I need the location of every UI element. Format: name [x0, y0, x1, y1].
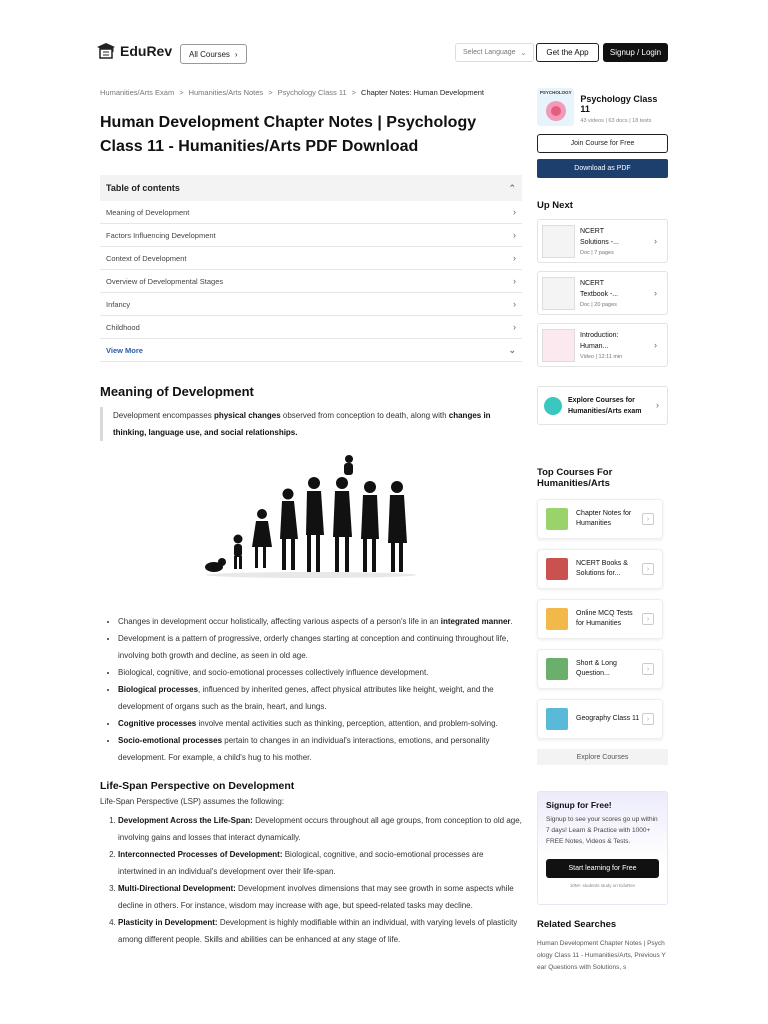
related-searches [537, 919, 668, 974]
arrow-right-icon: › [642, 613, 654, 625]
main-content [100, 88, 522, 948]
up-next-item[interactable]: NCERT Solutions -... Doc | 7 pages › [537, 219, 668, 263]
chevron-down-icon: ⌄ [508, 344, 516, 355]
course-thumbnail [546, 608, 568, 630]
all-courses-button[interactable] [180, 44, 247, 64]
quote-bold: changes in thinking, language use, and social relationships. [113, 411, 491, 437]
related-searches-text[interactable]: Human Development Chapter Notes | Psychology Class 11 - Humanities/Arts, Previous Year Questions with Solutions, s [537, 940, 666, 971]
toc-item[interactable] [100, 201, 522, 224]
chevron-right-icon: › [513, 322, 516, 332]
toc-item[interactable] [100, 224, 522, 247]
chevron-right-icon: › [654, 288, 657, 298]
course-title: NCERT Books & Solutions for... [576, 560, 628, 577]
course-meta: 43 videos | 63 docs | 18 tests [580, 118, 652, 124]
lsp-assumptions-list [100, 812, 522, 948]
view-more-label: View More [106, 345, 143, 355]
explore-courses-card[interactable]: Explore Courses for Humanities/Arts exam › [537, 386, 668, 425]
logo-text: EduRev [120, 43, 173, 59]
thumbnail-label: PSYCHOLOGY [539, 90, 572, 95]
development-stages-illustration [200, 455, 422, 605]
toc-item[interactable] [100, 247, 522, 270]
chevron-right-icon: › [513, 276, 516, 286]
list-item: • Biological processes, influenced by inherited genes, affect physical attributes like height, weight, and the development of organs such as the brain, heart, and lungs. [118, 681, 522, 715]
all-courses-label: All Courses [189, 49, 230, 59]
top-courses-title: Top Courses For Humanities/Arts [537, 467, 613, 489]
header [0, 0, 768, 100]
development-bullets [100, 613, 522, 766]
chevron-right-icon: › [654, 236, 657, 246]
breadcrumb [100, 88, 522, 97]
arrow-right-icon: › [642, 513, 654, 525]
logo[interactable] [96, 42, 172, 60]
breadcrumb-current: Chapter Notes: Human Development [361, 88, 485, 97]
list-item: • Changes in development occur holistically, affecting various aspects of a person's life in an integrated manner. [118, 613, 522, 630]
quote-text: Development encompasses [113, 411, 214, 420]
list-item: • Biological, cognitive, and socio-emotional processes collectively influence development. [118, 664, 522, 681]
graduation-cap-icon [96, 42, 116, 60]
download-pdf-button[interactable]: Download as PDF [537, 159, 668, 178]
toc-item-label: Factors Influencing Development [106, 230, 216, 240]
signup-login-button[interactable]: Signup / Login [603, 43, 668, 62]
document-thumbnail [542, 225, 575, 258]
signup-stat: 10M+ students study on EduRev [569, 883, 636, 888]
explore-courses-link[interactable]: Explore Courses [537, 749, 668, 765]
list-item: 3. Multi-Directional Development: Development involves dimensions that may see growth in some aspects while decline in others. For instance, wisdom may increase with age, but speed-related tasks may decline. [118, 880, 522, 914]
toc-item-label: Infancy [106, 299, 131, 309]
top-course-item[interactable] [537, 599, 663, 639]
chevron-right-icon: › [513, 230, 516, 240]
course-title: Online MCQ Tests for Humanities [576, 610, 633, 627]
select-language-dropdown[interactable] [455, 43, 534, 62]
toc-view-more[interactable] [100, 339, 522, 362]
top-courses-section [537, 467, 668, 765]
list-item: 4. Plasticity in Development: Development is highly modifiable within an individual, with varying levels of plasticity among different people. Skills and abilities can be enhanced at any stage of life. [118, 914, 522, 948]
chevron-right-icon: › [654, 340, 657, 350]
start-learning-button[interactable]: Start learning for Free [546, 859, 659, 878]
list-item: • Socio-emotional processes pertain to changes in an individual's interactions, emotions, and personality development. For example, a child's hug to his mother. [118, 732, 522, 766]
signup-promo [537, 791, 668, 905]
course-thumbnail [546, 558, 568, 580]
get-app-button[interactable]: Get the App [536, 43, 599, 62]
course-thumbnail [537, 88, 574, 126]
arrow-right-icon: › [642, 563, 654, 575]
brain-icon [537, 88, 574, 126]
breadcrumb-separator: > [179, 88, 184, 97]
arrow-right-icon: › [642, 663, 654, 675]
chevron-right-icon: › [513, 253, 516, 263]
list-item: 1. Development Across the Life-Span: Development occurs throughout all age groups, from conception to old age, involving gains and losses that interact dynamically. [118, 812, 522, 846]
toc-item[interactable] [100, 270, 522, 293]
arrow-right-icon: › [642, 713, 654, 725]
course-thumbnail [546, 658, 568, 680]
video-thumbnail [542, 329, 575, 362]
course-title: Short & Long Question... [576, 660, 617, 677]
course-title: Geography Class 11 [576, 715, 640, 722]
course-card[interactable] [537, 88, 668, 126]
up-next-title: Up Next [537, 200, 573, 211]
breadcrumb-separator: > [268, 88, 273, 97]
up-next-item[interactable]: NCERT Textbook -... Doc | 20 pages › [537, 271, 668, 315]
chevron-right-icon: › [234, 49, 238, 59]
join-course-button[interactable]: Join Course for Free [537, 134, 668, 153]
breadcrumb-item[interactable]: Humanities/Arts Notes [188, 88, 264, 97]
explore-icon [544, 397, 562, 415]
section-heading: Meaning of Development [100, 384, 254, 399]
chevron-down-icon: ⌄ [520, 49, 527, 57]
course-thumbnail [546, 708, 568, 730]
chevron-right-icon: › [513, 299, 516, 309]
course-name[interactable]: Psychology Class 11 [580, 94, 658, 114]
toc-item-label: Childhood [106, 322, 140, 332]
toc-item-label: Overview of Developmental Stages [106, 276, 224, 286]
up-next-section [537, 200, 668, 367]
list-item: • Development is a pattern of progressive, orderly changes starting at conception and continuing throughout life, involving both growth and decline, as seen in old age. [118, 630, 522, 664]
toc-item-label: Meaning of Development [106, 207, 190, 217]
top-course-item[interactable] [537, 649, 663, 689]
chevron-right-icon: › [656, 400, 659, 410]
breadcrumb-item[interactable]: Humanities/Arts Exam [100, 88, 175, 97]
related-searches-title: Related Searches [537, 919, 617, 930]
signup-title: Signup for Free! [546, 800, 612, 810]
subsection-heading: Life-Span Perspective on Development [100, 780, 295, 792]
top-course-item[interactable] [537, 499, 663, 539]
course-thumbnail [546, 508, 568, 530]
table-of-contents [100, 175, 522, 362]
chevron-right-icon: › [513, 207, 516, 217]
signup-text: Signup to see your scores go up within 7 days! Learn & Practice with 1000+ FREE Notes, Videos & Tests. [546, 816, 658, 845]
toc-item[interactable] [100, 316, 522, 339]
top-course-item[interactable] [537, 549, 663, 589]
breadcrumb-item[interactable]: Psychology Class 11 [277, 88, 347, 97]
list-item: 2. Interconnected Processes of Development: Biological, cognitive, and socio-emotional processes are intertwined in an individual's development over their life-span. [118, 846, 522, 880]
paragraph: Life-Span Perspective (LSP) assumes the following: [100, 797, 285, 806]
sidebar [537, 88, 668, 974]
quote-bold: physical changes [213, 411, 281, 420]
document-thumbnail [542, 277, 575, 310]
list-item: • Cognitive processes involve mental activities such as thinking, perception, attention, and problem-solving. [118, 715, 522, 732]
page-title: Human Development Chapter Notes | Psychology Class 11 - Humanities/Arts PDF Download [100, 114, 477, 155]
toc-item[interactable] [100, 293, 522, 316]
quote-text: observed from conception to death, along with [280, 411, 449, 420]
definition-quote [100, 407, 522, 441]
breadcrumb-separator: > [351, 88, 357, 97]
up-next-item[interactable]: Introduction: Human... Video | 12:11 min › [537, 323, 668, 367]
toc-title: Table of contents [106, 183, 180, 193]
toc-header[interactable] [100, 175, 522, 201]
course-title: Chapter Notes for Humanities [576, 510, 632, 527]
chevron-up-icon: ⌃ [508, 182, 516, 193]
toc-item-label: Context of Development [106, 253, 187, 263]
top-course-item[interactable] [537, 699, 663, 739]
select-language-label: Select Language [463, 49, 516, 56]
